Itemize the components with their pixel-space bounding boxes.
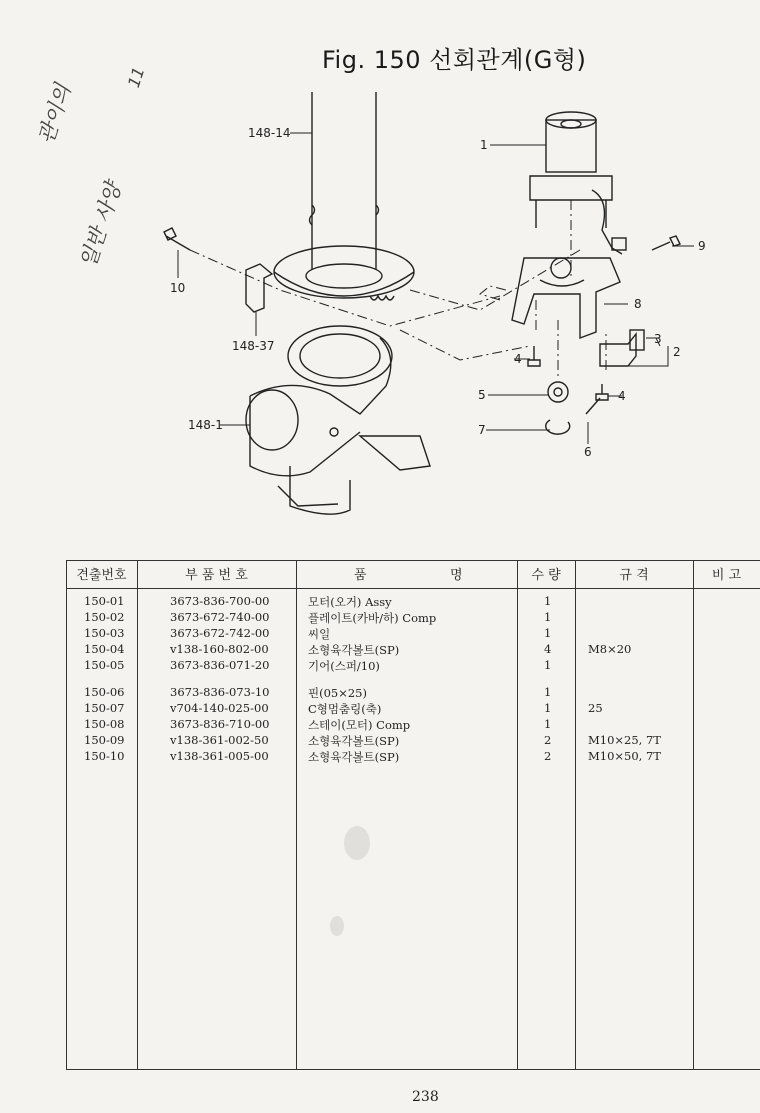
header-no: 견출번호 (76, 568, 127, 583)
column-shaft-cut (310, 205, 379, 225)
scan-smudge (344, 826, 370, 860)
cell-qty: 1 (544, 594, 552, 608)
swing-ring (274, 246, 414, 298)
bolt-9 (652, 236, 680, 250)
callout-1: 1 (480, 138, 488, 152)
cell-part: 3673-836-700-00 (170, 594, 270, 608)
cell-part: 3673-836-071-20 (170, 658, 270, 672)
callout-148-14: 148-14 (248, 126, 291, 140)
cell-spec: 25 (588, 701, 603, 715)
cell-name: 기어(스퍼/10) (308, 659, 380, 673)
cell-no: 150-07 (84, 701, 125, 715)
cell-part: v138-160-802-00 (170, 642, 269, 656)
callout-7: 7 (478, 423, 486, 437)
cell-part: 3673-836-073-10 (170, 685, 270, 699)
cell-part: 3673-672-742-00 (170, 626, 270, 640)
callout-4b: 4 (618, 389, 626, 403)
cell-qty: 4 (544, 642, 552, 656)
page-number: 238 (412, 1089, 439, 1105)
cell-name: C형멈춤링(축) (308, 702, 382, 716)
cell-no: 150-03 (84, 626, 125, 640)
cell-name: 씨일 (308, 627, 331, 641)
cell-name: 모터(오거) Assy (308, 595, 392, 609)
cell-no: 150-06 (84, 685, 125, 699)
bolt-4b (596, 384, 608, 400)
callout-148-1: 148-1 (188, 418, 223, 432)
cell-no: 150-08 (84, 717, 125, 731)
table-row (66, 701, 760, 717)
cell-qty: 1 (544, 685, 552, 699)
motor-stay (512, 258, 620, 338)
cell-part: 3673-672-740-00 (170, 610, 270, 624)
callout-8: 8 (634, 297, 642, 311)
cell-name: 핀(05×25) (308, 686, 367, 700)
cell-qty: 1 (544, 701, 552, 715)
bolt-10 (164, 228, 190, 250)
cell-qty: 1 (544, 658, 552, 672)
callout-2: 2 (673, 345, 681, 359)
bracket (246, 264, 272, 312)
cell-qty: 2 (544, 749, 552, 763)
cell-part: v138-361-005-00 (170, 749, 269, 763)
spur-gear (548, 382, 568, 402)
cell-part: v138-361-002-50 (170, 733, 269, 747)
snap-ring (546, 420, 570, 434)
table-row (66, 733, 760, 749)
scan-smudge (330, 916, 344, 936)
table-row (66, 717, 760, 733)
callout-148-37: 148-37 (232, 339, 275, 353)
cell-no: 150-02 (84, 610, 125, 624)
handwritten-note-2: 일반 사양 (75, 179, 126, 271)
bolt-4a (528, 346, 540, 366)
callout-5: 5 (478, 388, 486, 402)
cell-spec: M10×25, 7T (588, 733, 661, 747)
cell-name: 플레이트(카바/하) Comp (308, 611, 437, 625)
page-title: Fig. 150 선회관계(G형) (322, 46, 587, 74)
callout-4a: 4 (514, 352, 522, 366)
table-row (66, 594, 760, 610)
cell-name: 소형육각볼트(SP) (308, 750, 400, 764)
cell-qty: 1 (544, 610, 552, 624)
cell-name: 소형육각볼트(SP) (308, 734, 400, 748)
callout-3: 3 (654, 332, 662, 346)
cell-name: 스테이(모터) Comp (308, 718, 411, 732)
cell-qty: 1 (544, 626, 552, 640)
table-row (66, 749, 760, 765)
cell-no: 150-05 (84, 658, 125, 672)
handwritten-note-1: 관이의 (33, 81, 76, 147)
table-row (66, 610, 760, 626)
table-row (66, 658, 760, 674)
header-spec: 규 격 (619, 568, 649, 583)
cell-no: 150-10 (84, 749, 125, 763)
cell-name: 소형육각볼트(SP) (308, 643, 400, 657)
housing-body (250, 338, 430, 514)
header-qty: 수 량 (531, 568, 561, 583)
cell-no: 150-04 (84, 642, 125, 656)
housing-cover (288, 326, 392, 386)
handwritten-note-3: 11 (124, 64, 149, 90)
header-note: 비 고 (711, 568, 742, 583)
callout-9: 9 (698, 239, 706, 253)
header-name-2: 명 (450, 568, 463, 583)
ring-teeth (370, 296, 394, 300)
cell-no: 150-09 (84, 733, 125, 747)
cell-qty: 1 (544, 717, 552, 731)
table-row (66, 626, 760, 642)
cell-no: 150-01 (84, 594, 125, 608)
table-row (66, 642, 760, 658)
cell-qty: 2 (544, 733, 552, 747)
table-row (66, 685, 760, 701)
parts-table (66, 560, 760, 1070)
cell-spec: M8×20 (588, 642, 632, 656)
header-part-no: 부 품 번 호 (185, 568, 248, 583)
cell-part: 3673-836-710-00 (170, 717, 270, 731)
cell-spec: M10×50, 7T (588, 749, 661, 763)
callout-10: 10 (170, 281, 186, 295)
column-shaft (312, 92, 376, 270)
header-name-1: 품 (354, 568, 367, 583)
seal (630, 330, 644, 350)
cell-part: v704-140-025-00 (170, 701, 269, 715)
callout-6: 6 (584, 445, 592, 459)
